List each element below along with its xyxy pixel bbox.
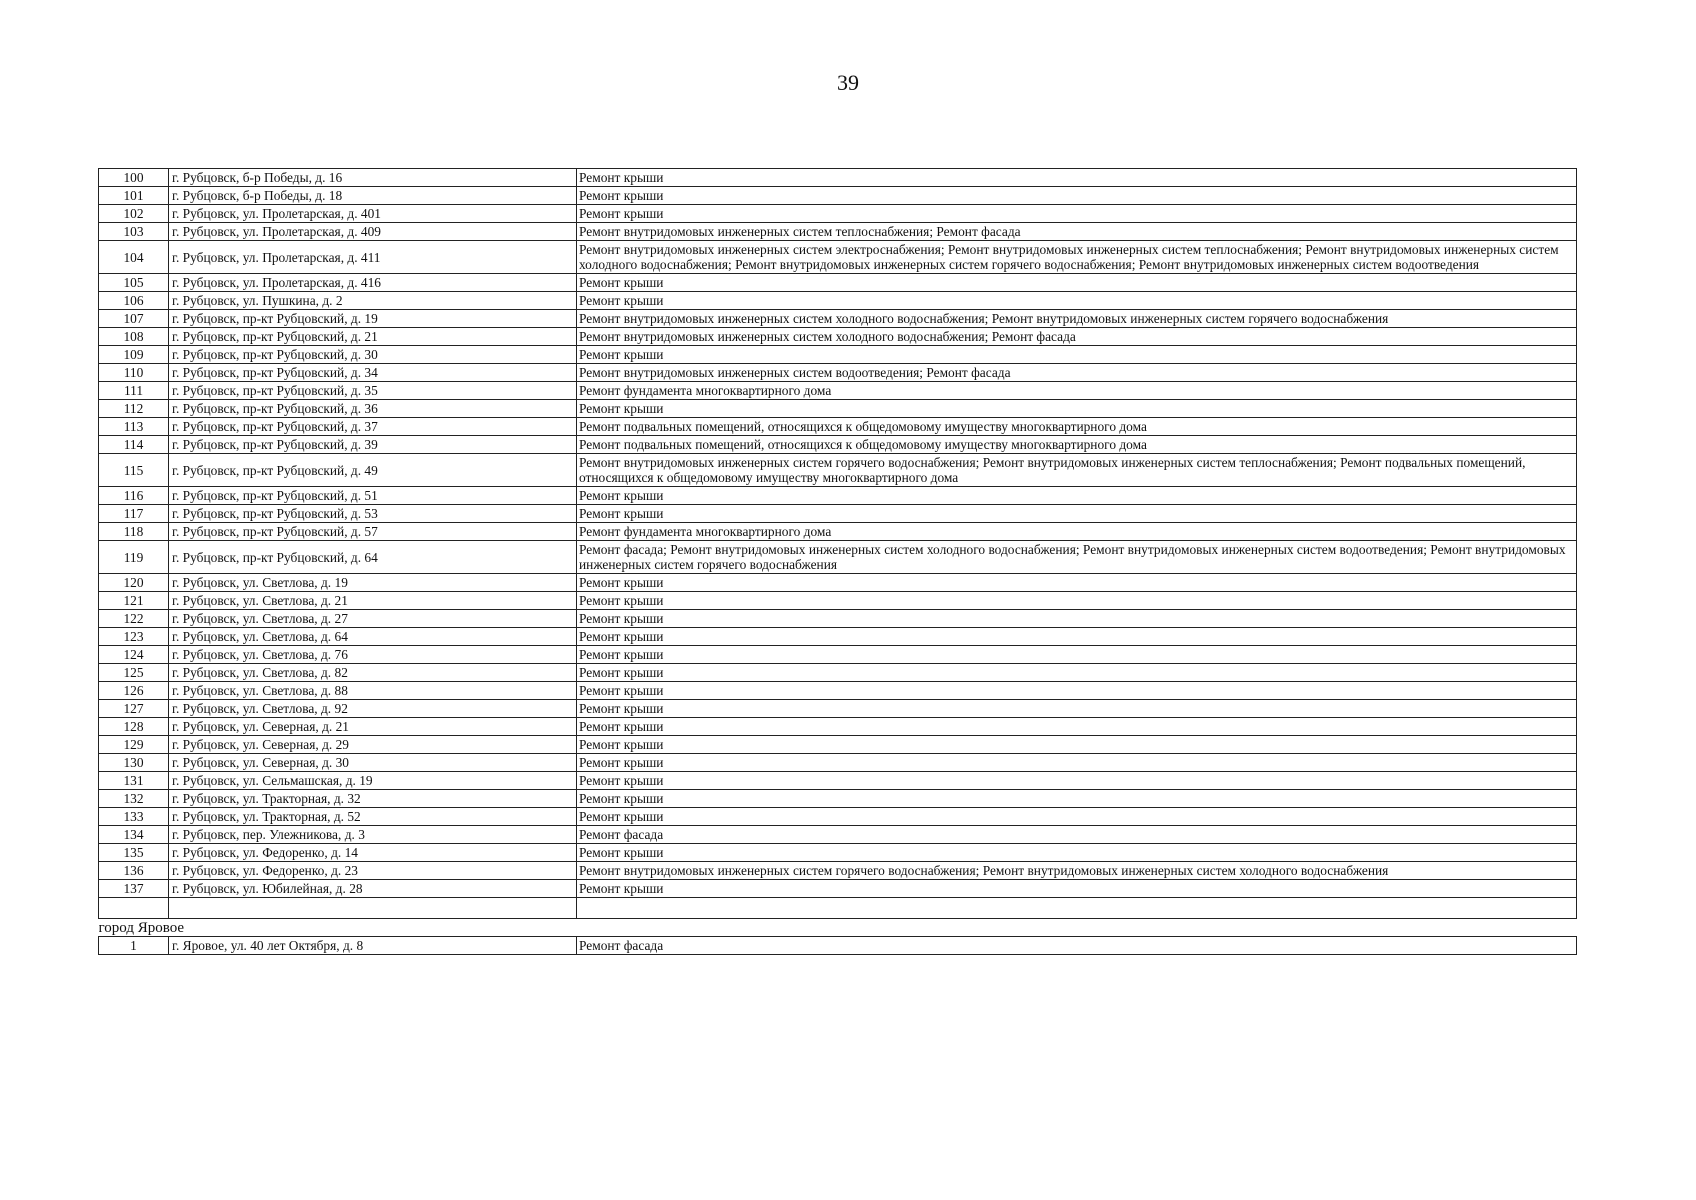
row-work-type: Ремонт крыши [577,736,1577,754]
row-number: 136 [99,862,169,880]
row-number: 105 [99,274,169,292]
row-address: г. Рубцовск, ул. Пролетарская, д. 401 [169,205,577,223]
table-row [99,862,1577,880]
table-row [99,718,1577,736]
spacer-row [99,898,1577,919]
table-row [99,628,1577,646]
row-address: г. Рубцовск, пр-кт Рубцовский, д. 37 [169,418,577,436]
row-work-type: Ремонт крыши [577,610,1577,628]
row-work-type: Ремонт фундамента многоквартирного дома [577,382,1577,400]
row-number: 114 [99,436,169,454]
row-address: г. Рубцовск, ул. Светлова, д. 64 [169,628,577,646]
row-work-type: Ремонт крыши [577,592,1577,610]
table-row [99,310,1577,328]
table-row [99,646,1577,664]
row-number: 106 [99,292,169,310]
row-work-type: Ремонт крыши [577,169,1577,187]
row-number: 120 [99,574,169,592]
row-number: 110 [99,364,169,382]
row-address: г. Рубцовск, пр-кт Рубцовский, д. 57 [169,523,577,541]
row-work-type: Ремонт крыши [577,790,1577,808]
table-row [99,574,1577,592]
row-address: г. Рубцовск, пер. Улежникова, д. 3 [169,826,577,844]
row-work-type: Ремонт фасада [577,826,1577,844]
row-work-type: Ремонт внутридомовых инженерных систем холодного водоснабжения; Ремонт внутридомовых инженерных систем горячего водоснабжения [577,310,1577,328]
row-address: г. Рубцовск, пр-кт Рубцовский, д. 49 [169,454,577,487]
row-number: 104 [99,241,169,274]
row-number: 129 [99,736,169,754]
row-number: 102 [99,205,169,223]
row-number: 107 [99,310,169,328]
table-row [99,400,1577,418]
row-address: г. Рубцовск, ул. Федоренко, д. 14 [169,844,577,862]
table-row [99,487,1577,505]
row-number: 130 [99,754,169,772]
table-row [99,700,1577,718]
row-work-type: Ремонт внутридомовых инженерных систем горячего водоснабжения; Ремонт внутридомовых инженерных систем холодного водоснабжения [577,862,1577,880]
row-work-type: Ремонт крыши [577,718,1577,736]
row-address: г. Рубцовск, пр-кт Рубцовский, д. 30 [169,346,577,364]
row-address: г. Яровое, ул. 40 лет Октября, д. 8 [169,937,577,955]
row-number: 119 [99,541,169,574]
row-address: г. Рубцовск, б-р Победы, д. 18 [169,187,577,205]
row-address: г. Рубцовск, ул. Пролетарская, д. 411 [169,241,577,274]
repair-schedule-table [98,168,1577,955]
row-work-type: Ремонт внутридомовых инженерных систем горячего водоснабжения; Ремонт внутридомовых инженерных систем теплоснабжения; Ремонт подвальных помещений, относящихся к общедомовому имуществу многоквартирного дома [577,454,1577,487]
section-title: город Яровое [99,919,1577,937]
table-row [99,187,1577,205]
row-work-type: Ремонт внутридомовых инженерных систем электроснабжения; Ремонт внутридомовых инженерных систем теплоснабжения; Ремонт внутридомовых инженерных систем холодного водоснабжения; Ремонт внутридомовых инженерных систем горячего водоснабжения; Ремонт внутридомовых инженерных систем водоотведения [577,241,1577,274]
row-number: 133 [99,808,169,826]
row-address: г. Рубцовск, ул. Светлова, д. 76 [169,646,577,664]
row-address: г. Рубцовск, ул. Тракторная, д. 32 [169,790,577,808]
row-work-type: Ремонт крыши [577,772,1577,790]
row-address: г. Рубцовск, ул. Пролетарская, д. 416 [169,274,577,292]
row-number: 125 [99,664,169,682]
row-number: 121 [99,592,169,610]
row-number: 137 [99,880,169,898]
table-row [99,241,1577,274]
row-work-type: Ремонт крыши [577,700,1577,718]
row-address: г. Рубцовск, пр-кт Рубцовский, д. 19 [169,310,577,328]
row-address: г. Рубцовск, пр-кт Рубцовский, д. 39 [169,436,577,454]
row-address: г. Рубцовск, ул. Федоренко, д. 23 [169,862,577,880]
row-number: 108 [99,328,169,346]
row-work-type: Ремонт крыши [577,205,1577,223]
row-address: г. Рубцовск, б-р Победы, д. 16 [169,169,577,187]
row-number: 128 [99,718,169,736]
row-work-type: Ремонт крыши [577,646,1577,664]
row-address: г. Рубцовск, ул. Пушкина, д. 2 [169,292,577,310]
row-number: 134 [99,826,169,844]
row-address: г. Рубцовск, ул. Сельмашская, д. 19 [169,772,577,790]
row-work-type: Ремонт крыши [577,487,1577,505]
row-work-type: Ремонт фасада; Ремонт внутридомовых инженерных систем холодного водоснабжения; Ремонт внутридомовых инженерных систем водоотведения; Ремонт внутридомовых инженерных систем горячего водоснабжения [577,541,1577,574]
page-number: 39 [837,70,859,95]
row-work-type: Ремонт подвальных помещений, относящихся к общедомовому имуществу многоквартирного дома [577,418,1577,436]
row-address: г. Рубцовск, пр-кт Рубцовский, д. 35 [169,382,577,400]
table-row [99,328,1577,346]
spacer-cell [577,898,1577,919]
table-row [99,346,1577,364]
row-work-type: Ремонт фундамента многоквартирного дома [577,523,1577,541]
table-row [99,844,1577,862]
row-address: г. Рубцовск, ул. Светлова, д. 92 [169,700,577,718]
table-body-yarovoe [99,937,1577,955]
table-row [99,523,1577,541]
table-row [99,736,1577,754]
table-row [99,592,1577,610]
table-row [99,505,1577,523]
table-row [99,364,1577,382]
row-number: 123 [99,628,169,646]
table-row [99,541,1577,574]
row-number: 132 [99,790,169,808]
row-address: г. Рубцовск, ул. Тракторная, д. 52 [169,808,577,826]
row-address: г. Рубцовск, ул. Пролетарская, д. 409 [169,223,577,241]
row-work-type: Ремонт крыши [577,808,1577,826]
row-number: 111 [99,382,169,400]
row-work-type: Ремонт фасада [577,937,1577,955]
row-number: 103 [99,223,169,241]
row-number: 113 [99,418,169,436]
table-body-rubtsovsk [99,169,1577,898]
row-work-type: Ремонт крыши [577,505,1577,523]
row-work-type: Ремонт крыши [577,880,1577,898]
row-address: г. Рубцовск, ул. Светлова, д. 88 [169,682,577,700]
row-number: 117 [99,505,169,523]
row-number: 112 [99,400,169,418]
table-row [99,790,1577,808]
table-section-yarovoe [99,898,1577,937]
row-work-type: Ремонт крыши [577,346,1577,364]
row-work-type: Ремонт подвальных помещений, относящихся к общедомовому имуществу многоквартирного дома [577,436,1577,454]
row-number: 126 [99,682,169,700]
table-row [99,772,1577,790]
table-row [99,754,1577,772]
row-number: 127 [99,700,169,718]
row-address: г. Рубцовск, ул. Северная, д. 29 [169,736,577,754]
row-address: г. Рубцовск, ул. Светлова, д. 21 [169,592,577,610]
row-address: г. Рубцовск, пр-кт Рубцовский, д. 53 [169,505,577,523]
table-row [99,880,1577,898]
row-work-type: Ремонт крыши [577,187,1577,205]
row-address: г. Рубцовск, пр-кт Рубцовский, д. 21 [169,328,577,346]
row-number: 118 [99,523,169,541]
row-address: г. Рубцовск, пр-кт Рубцовский, д. 36 [169,400,577,418]
spacer-cell [99,898,169,919]
table-row [99,223,1577,241]
row-number: 122 [99,610,169,628]
row-work-type: Ремонт внутридомовых инженерных систем водоотведения; Ремонт фасада [577,364,1577,382]
row-address: г. Рубцовск, ул. Светлова, д. 19 [169,574,577,592]
row-address: г. Рубцовск, ул. Северная, д. 21 [169,718,577,736]
row-address: г. Рубцовск, ул. Северная, д. 30 [169,754,577,772]
table-row [99,937,1577,955]
row-address: г. Рубцовск, пр-кт Рубцовский, д. 64 [169,541,577,574]
row-address: г. Рубцовск, ул. Светлова, д. 82 [169,664,577,682]
table-row [99,826,1577,844]
table-row [99,205,1577,223]
table-row [99,169,1577,187]
row-address: г. Рубцовск, ул. Светлова, д. 27 [169,610,577,628]
row-number: 116 [99,487,169,505]
spacer-cell [169,898,577,919]
row-number: 109 [99,346,169,364]
row-number: 135 [99,844,169,862]
row-number: 115 [99,454,169,487]
row-number: 101 [99,187,169,205]
row-work-type: Ремонт крыши [577,292,1577,310]
table-row [99,382,1577,400]
table-row [99,682,1577,700]
row-work-type: Ремонт внутридомовых инженерных систем холодного водоснабжения; Ремонт фасада [577,328,1577,346]
table-row [99,808,1577,826]
table-row [99,292,1577,310]
row-work-type: Ремонт внутридомовых инженерных систем теплоснабжения; Ремонт фасада [577,223,1577,241]
row-work-type: Ремонт крыши [577,682,1577,700]
row-work-type: Ремонт крыши [577,628,1577,646]
row-number: 100 [99,169,169,187]
row-work-type: Ремонт крыши [577,844,1577,862]
row-number: 1 [99,937,169,955]
row-address: г. Рубцовск, пр-кт Рубцовский, д. 34 [169,364,577,382]
table-row [99,610,1577,628]
row-work-type: Ремонт крыши [577,574,1577,592]
table-row [99,664,1577,682]
table-row [99,274,1577,292]
table-row [99,454,1577,487]
table-row [99,418,1577,436]
row-work-type: Ремонт крыши [577,400,1577,418]
row-number: 124 [99,646,169,664]
section-header-row [99,919,1577,937]
row-address: г. Рубцовск, ул. Юбилейная, д. 28 [169,880,577,898]
row-work-type: Ремонт крыши [577,754,1577,772]
row-work-type: Ремонт крыши [577,274,1577,292]
table-row [99,436,1577,454]
row-number: 131 [99,772,169,790]
row-work-type: Ремонт крыши [577,664,1577,682]
row-address: г. Рубцовск, пр-кт Рубцовский, д. 51 [169,487,577,505]
